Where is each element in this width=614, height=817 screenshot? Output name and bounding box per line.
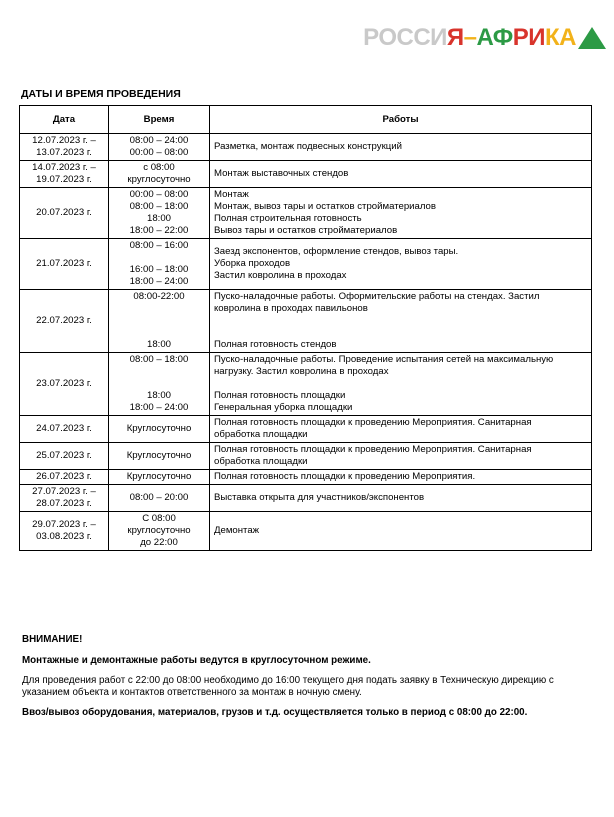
works-cell bbox=[210, 416, 592, 443]
date-cell-line: 26.07.2023 г. bbox=[36, 471, 92, 482]
time-cell-line: 00:00 – 08:00 bbox=[129, 147, 189, 158]
works-cell-line: Заезд экспонентов, оформление стендов, вывоз тары. bbox=[214, 246, 459, 257]
date-cell bbox=[20, 239, 109, 290]
time-cell-line: 18:00 – 24:00 bbox=[129, 276, 189, 287]
date-cell bbox=[20, 161, 109, 188]
works-cell bbox=[210, 290, 592, 353]
works-cell-line: Полная строительная готовность bbox=[214, 213, 362, 224]
time-cell-line: 08:00 – 18:00 bbox=[129, 201, 189, 212]
works-cell-line: Монтаж, вывоз тары и остатков стройматериалов bbox=[214, 201, 436, 212]
time-cell bbox=[109, 443, 210, 470]
time-cell bbox=[109, 353, 210, 416]
header-time: Время bbox=[109, 106, 210, 134]
works-cell-line: Монтаж bbox=[214, 189, 249, 200]
date-cell bbox=[20, 188, 109, 239]
time-cell-line: Круглосуточно bbox=[126, 471, 192, 482]
works-cell-line: Полная готовность площадки к проведению Мероприятия. Санитарная bbox=[214, 444, 532, 455]
works-cell bbox=[210, 161, 592, 188]
date-cell bbox=[20, 485, 109, 512]
works-cell-line: Выставка открыта для участников/экспонентов bbox=[214, 492, 425, 503]
time-cell-line: 08:00 – 16:00 bbox=[129, 240, 189, 251]
table-row bbox=[20, 161, 592, 188]
date-cell bbox=[20, 512, 109, 551]
works-cell-line: нагрузку. Застил ковролина в проходах bbox=[214, 366, 389, 377]
time-cell bbox=[109, 188, 210, 239]
works-cell-line: Полная готовность площадки к проведению Мероприятия. bbox=[214, 471, 476, 482]
works-cell-line: Разметка, монтаж подвесных конструкций bbox=[214, 141, 402, 152]
date-cell bbox=[20, 443, 109, 470]
table-row bbox=[20, 485, 592, 512]
table-row bbox=[20, 512, 592, 551]
works-cell-line bbox=[214, 378, 587, 390]
time-cell-line: 18:00 bbox=[146, 390, 171, 401]
works-cell-line: ковролина в проходах павильонов bbox=[214, 303, 368, 314]
works-cell-line: Полная готовность стендов bbox=[214, 339, 337, 350]
table-row bbox=[20, 134, 592, 161]
works-cell bbox=[210, 443, 592, 470]
time-cell bbox=[109, 470, 210, 485]
time-cell-line: 08:00 – 18:00 bbox=[129, 354, 189, 365]
time-cell bbox=[109, 485, 210, 512]
table-row bbox=[20, 470, 592, 485]
time-cell-line: 08:00-22:00 bbox=[133, 291, 185, 302]
date-cell bbox=[20, 290, 109, 353]
works-cell bbox=[210, 239, 592, 290]
works-cell-line: Вывоз тары и остатков стройматериалов bbox=[214, 225, 398, 236]
works-cell bbox=[210, 470, 592, 485]
time-cell bbox=[109, 512, 210, 551]
time-cell-line: круглосуточно bbox=[127, 174, 191, 185]
table-row bbox=[20, 416, 592, 443]
time-cell bbox=[109, 134, 210, 161]
date-cell-line: 19.07.2023 г. bbox=[36, 174, 92, 185]
date-cell bbox=[20, 416, 109, 443]
time-cell-line: с 08:00 bbox=[143, 162, 175, 173]
time-cell-line: круглосуточно bbox=[127, 525, 191, 536]
logo-triangle-icon bbox=[578, 27, 606, 49]
time-cell-line: 18:00 – 24:00 bbox=[129, 402, 189, 413]
schedule-body bbox=[20, 134, 592, 551]
works-cell-line: Генеральная уборка площадки bbox=[214, 402, 353, 413]
works-cell-line: обработка площадки bbox=[214, 456, 308, 467]
time-cell-line: С 08:00 bbox=[142, 513, 176, 524]
date-cell-line: 22.07.2023 г. bbox=[36, 315, 92, 326]
works-cell bbox=[210, 188, 592, 239]
date-cell-line: 21.07.2023 г. bbox=[36, 258, 92, 269]
date-cell-line: 27.07.2023 г. – bbox=[32, 486, 96, 497]
time-cell-line bbox=[113, 252, 205, 264]
section-title: ДАТЫ И ВРЕМЯ ПРОВЕДЕНИЯ bbox=[21, 88, 181, 100]
time-cell-line: 18:00 bbox=[146, 339, 171, 350]
time-cell-line bbox=[113, 378, 205, 390]
works-cell-line bbox=[214, 327, 587, 339]
works-cell-line: Уборка проходов bbox=[214, 258, 291, 269]
time-cell-line bbox=[113, 315, 205, 327]
works-cell-line: Пуско-наладочные работы. Проведение испытания сетей на максимальную bbox=[214, 354, 554, 365]
table-row bbox=[20, 290, 592, 353]
date-cell bbox=[20, 134, 109, 161]
time-cell-line bbox=[113, 327, 205, 339]
time-cell-line: 08:00 – 24:00 bbox=[129, 135, 189, 146]
date-cell-line: 23.07.2023 г. bbox=[36, 378, 92, 389]
time-cell bbox=[109, 416, 210, 443]
date-cell-line: 29.07.2023 г. – bbox=[32, 519, 96, 530]
date-cell-line: 14.07.2023 г. – bbox=[32, 162, 96, 173]
time-cell-line: 16:00 – 18:00 bbox=[129, 264, 189, 275]
time-cell bbox=[109, 239, 210, 290]
table-header-row bbox=[20, 106, 592, 134]
time-cell-line: 08:00 – 20:00 bbox=[129, 492, 189, 503]
logo-wordmark: РОССИЯ–АФРИКА bbox=[363, 24, 576, 51]
works-cell bbox=[210, 134, 592, 161]
header-date: Дата bbox=[20, 106, 109, 134]
works-cell bbox=[210, 353, 592, 416]
date-cell-line: 24.07.2023 г. bbox=[36, 423, 92, 434]
time-cell-line bbox=[113, 303, 205, 315]
event-logo bbox=[300, 24, 606, 52]
notice-heading: ВНИМАНИЕ! bbox=[22, 634, 83, 645]
time-cell bbox=[109, 290, 210, 353]
time-cell-line: 18:00 bbox=[146, 213, 171, 224]
works-cell bbox=[210, 512, 592, 551]
date-cell-line: 28.07.2023 г. bbox=[36, 498, 92, 509]
works-cell-line: Демонтаж bbox=[214, 525, 260, 536]
table-row bbox=[20, 239, 592, 290]
date-cell-line: 03.08.2023 г. bbox=[36, 531, 92, 542]
table-row bbox=[20, 353, 592, 416]
notice-line-1: Монтажные и демонтажные работы ведутся в круглосуточном режиме. bbox=[22, 655, 371, 666]
works-cell-line: обработка площадки bbox=[214, 429, 308, 440]
works-cell bbox=[210, 485, 592, 512]
date-cell-line: 13.07.2023 г. bbox=[36, 147, 92, 158]
notice-line-3: Ввоз/вывоз оборудования, материалов, грузов и т.д. осуществляется только в период с 08:00 до 22:00. bbox=[22, 707, 528, 718]
header-works: Работы bbox=[210, 106, 592, 134]
table-row bbox=[20, 188, 592, 239]
notice-line-2: Для проведения работ с 22:00 до 08:00 необходимо до 16:00 текущего дня подать заявку в Техническую дирекцию с указанием объекта и контактов ответственного за монтаж в ночную смену. bbox=[22, 675, 554, 698]
date-cell-line: 20.07.2023 г. bbox=[36, 207, 92, 218]
time-cell-line: 18:00 – 22:00 bbox=[129, 225, 189, 236]
time-cell-line: 00:00 – 08:00 bbox=[129, 189, 189, 200]
time-cell-line bbox=[113, 366, 205, 378]
date-cell-line: 12.07.2023 г. – bbox=[32, 135, 96, 146]
time-cell-line: Круглосуточно bbox=[126, 450, 192, 461]
works-cell-line: Монтаж выставочных стендов bbox=[214, 168, 349, 179]
time-cell-line: до 22:00 bbox=[140, 537, 178, 548]
date-cell-line: 25.07.2023 г. bbox=[36, 450, 92, 461]
works-cell-line: Полная готовность площадки к проведению Мероприятия. Санитарная bbox=[214, 417, 532, 428]
works-cell-line: Пуско-наладочные работы. Оформительские работы на стендах. Застил bbox=[214, 291, 540, 302]
schedule-table bbox=[19, 105, 592, 551]
works-cell-line: Застил ковролина в проходах bbox=[214, 270, 347, 281]
time-cell-line: Круглосуточно bbox=[126, 423, 192, 434]
table-row bbox=[20, 443, 592, 470]
works-cell-line: Полная готовность площадки bbox=[214, 390, 346, 401]
date-cell bbox=[20, 353, 109, 416]
works-cell-line bbox=[214, 315, 587, 327]
date-cell bbox=[20, 470, 109, 485]
time-cell bbox=[109, 161, 210, 188]
